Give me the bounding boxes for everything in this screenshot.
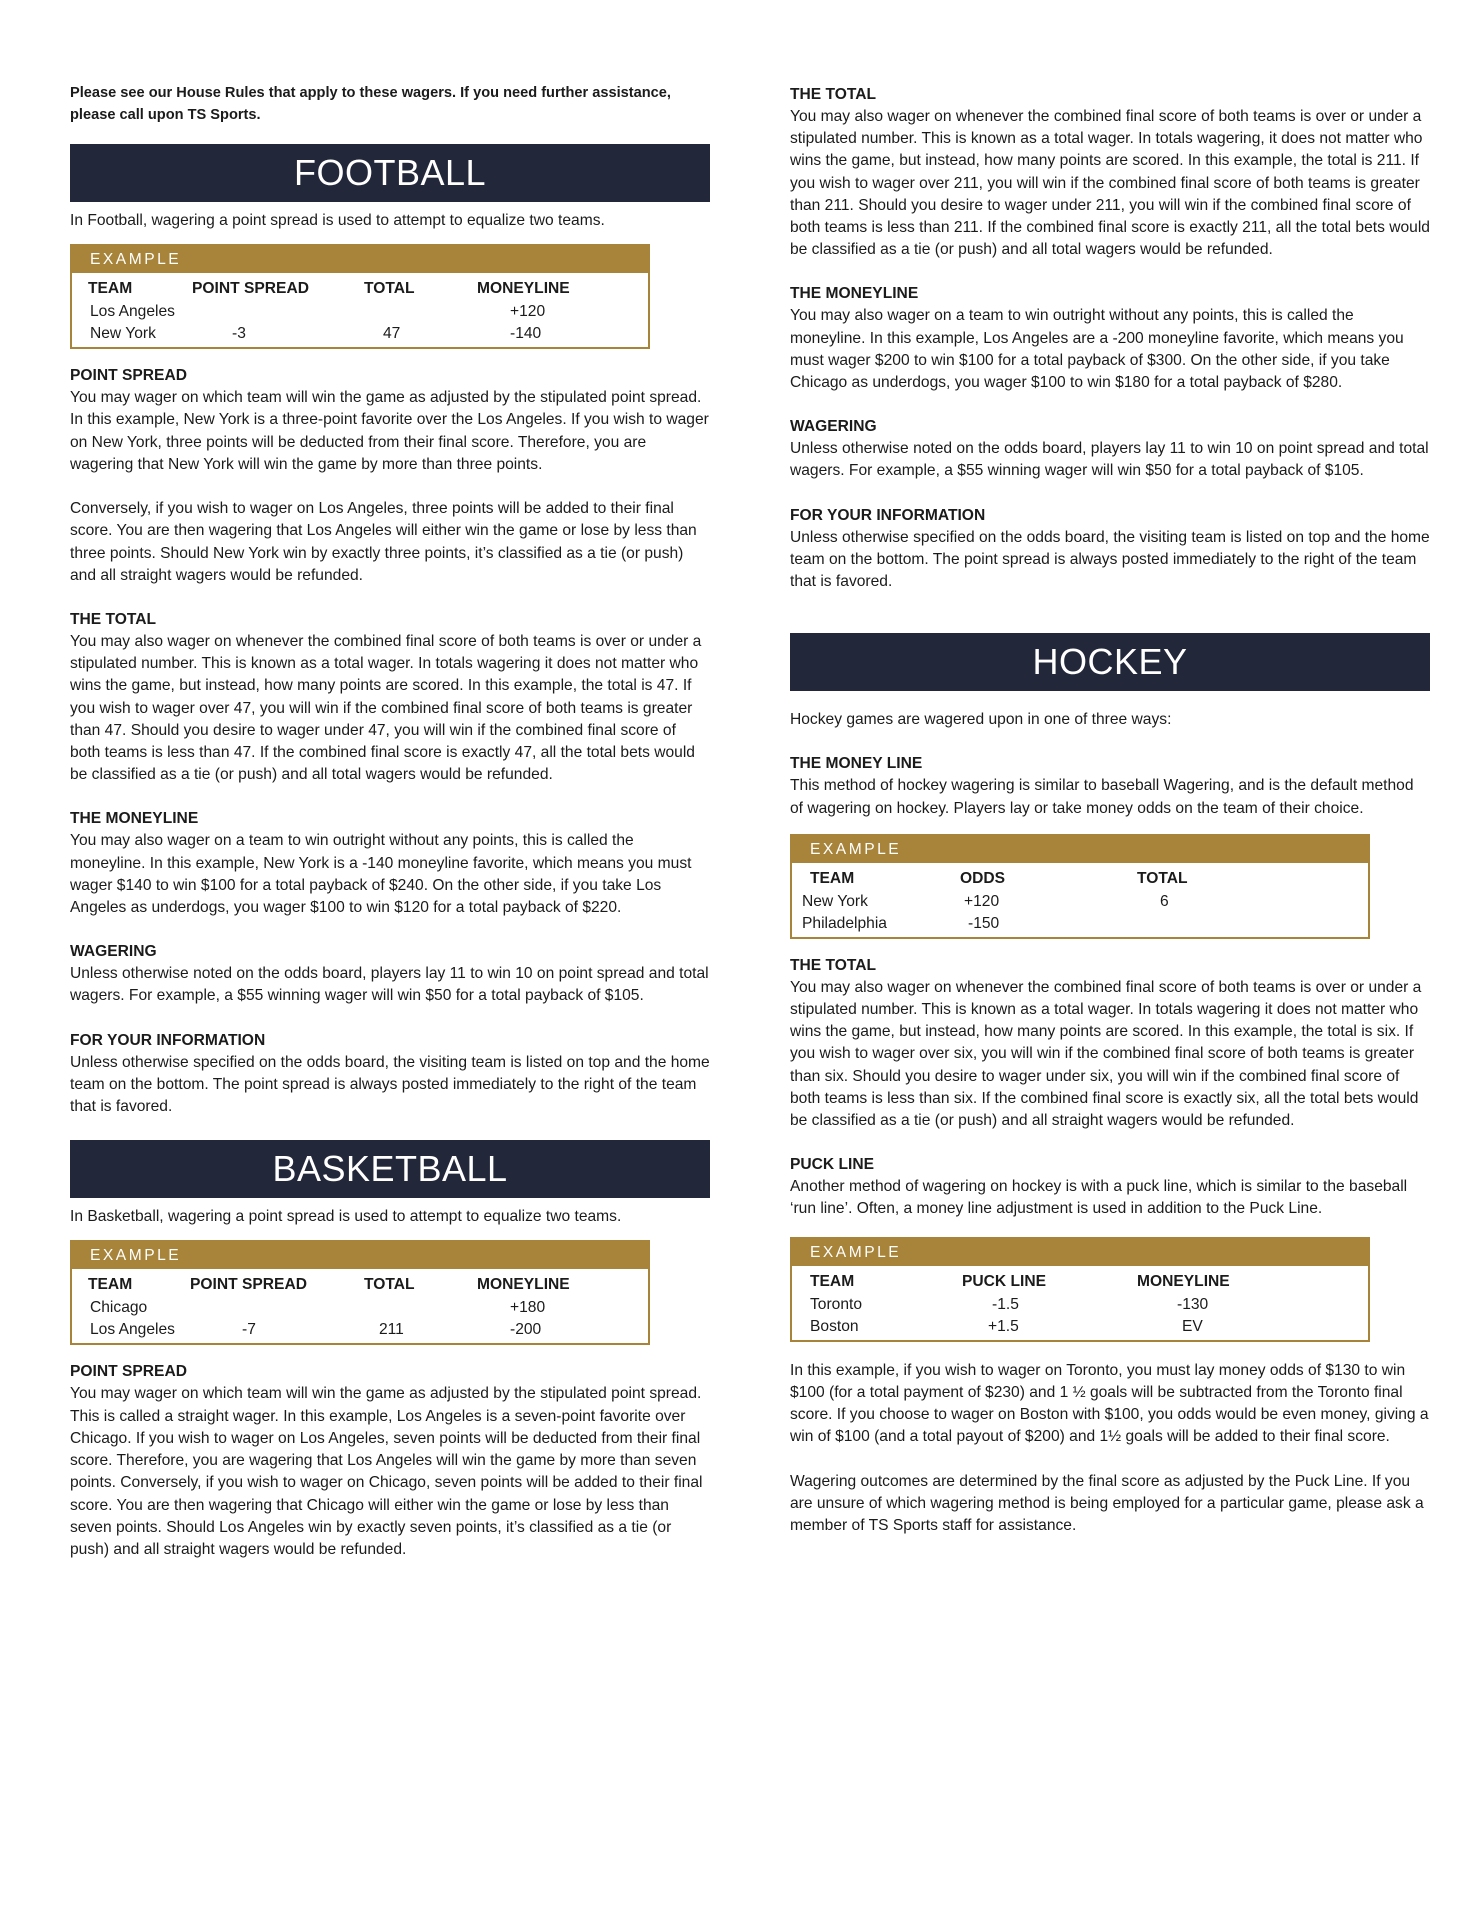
section-body: You may also wager on whenever the combined final score of both teams is over or under a stipulated number. This is known as a total wager. In totals wagering, it does not matter who wins the game, but instead, how many points are scored. In this example, the total is 211. If you wish to wager over 211, you will win if the combined final score of both teams is greater than 211. Should you desire to wager under 211, you will win if the combined final score of both teams is less than 211. If the combined final score is exactly 211, all the total bets would be classified as a tie (or push) and all total wagers would be refunded. bbox=[790, 108, 1430, 259]
col-moneyline: MONEYLINE bbox=[477, 280, 570, 298]
cell-team: Chicago bbox=[90, 1299, 148, 1317]
cell-spread: -7 bbox=[242, 1321, 256, 1339]
col-odds: ODDS bbox=[960, 869, 1006, 887]
cell-total: 47 bbox=[383, 325, 401, 343]
col-team: TEAM bbox=[88, 1276, 133, 1294]
table-row bbox=[792, 1316, 1368, 1338]
house-rules-intro: Please see our House Rules that apply to these wagers. If you need further assistance, please call upon TS Sports. bbox=[70, 85, 671, 123]
section-heading: WAGERING bbox=[70, 943, 157, 961]
col-total: TOTAL bbox=[1137, 869, 1188, 887]
section-heading: POINT SPREAD bbox=[70, 367, 187, 385]
col-total: TOTAL bbox=[364, 280, 415, 298]
section-body: Unless otherwise noted on the odds board, players lay 11 to win 10 on point spread and total wagers. For example, a $55 winning wager will win $50 for a total payback of $105. bbox=[790, 440, 1429, 480]
hockey-puck-line-example bbox=[790, 1237, 1370, 1342]
cell-team: Boston bbox=[810, 1317, 859, 1335]
left-column bbox=[70, 82, 710, 1583]
example-label: EXAMPLE bbox=[72, 1242, 648, 1269]
basketball-total bbox=[790, 84, 1430, 261]
table-header-row bbox=[72, 277, 648, 301]
section-heading: WAGERING bbox=[790, 418, 877, 436]
section-body: Unless otherwise specified on the odds board, the visiting team is listed on top and the home team on the bottom. The point spread is always posted immediately to the right of the team that is favored. bbox=[790, 528, 1430, 591]
hockey-banner: HOCKEY bbox=[790, 633, 1430, 691]
section-heading: THE TOTAL bbox=[70, 611, 157, 629]
section-body: This method of hockey wagering is similar to baseball Wagering, and is the default method of wagering on hockey. Players lay or take money odds on the team of their choice. bbox=[790, 777, 1414, 817]
basketball-lead: In Basketball, wagering a point spread is used to attempt to equalize two teams. bbox=[70, 1208, 622, 1226]
col-team: TEAM bbox=[810, 869, 855, 887]
section-body: Unless otherwise specified on the odds board, the visiting team is listed on top and the home team on the bottom. The point spread is always posted immediately to the right of the team that is favored. bbox=[70, 1053, 710, 1116]
cell-odds: -150 bbox=[968, 914, 1000, 932]
table-row bbox=[792, 913, 1368, 935]
cell-spread: -3 bbox=[232, 325, 246, 343]
col-point-spread: POINT SPREAD bbox=[190, 1276, 307, 1294]
cell-team: Los Angeles bbox=[90, 1321, 175, 1339]
hockey-closing-note: Wagering outcomes are determined by the final score as adjusted by the Puck Line. If you are unsure of which wagering method is being employed for a particular game, please ask a member of TS Sports staff for assistance. bbox=[790, 1472, 1424, 1534]
table-header-row bbox=[792, 867, 1368, 891]
table-row bbox=[72, 301, 648, 323]
section-body: You may also wager on whenever the combined final score of both teams is over or under a stipulated number. This is known as a total wager. In totals wagering it does not matter who wins the game, but instead, how many points are scored. In this example, the total is 47. If you wish to wager over 47, you will win if the combined final score of both teams is greater than 47. Should you desire to wager under 47, you will win if the combined final score of both teams is less than 47. If the combined final score is exactly 47, all the total bets would be classified as a tie (or push) and all total wagers would be refunded. bbox=[70, 633, 702, 784]
section-heading: FOR YOUR INFORMATION bbox=[790, 506, 986, 524]
hockey-lead: Hockey games are wagered upon in one of three ways: bbox=[790, 711, 1172, 729]
section-body: You may wager on which team will win the game as adjusted by the stipulated point spread. In this example, New York is a three-point favorite over the Los Angeles. If you wish to wager on New York, three points will be deducted from their final score. Therefore, you are wagering that New York will win the game by more than three points. Conversely, if you wish to wager on Los Angeles, three points will be added to their final score. You are then wagering that Los Angeles will either win the game or lose by less than three points. Should New York win by exactly three points, it’s classified as a tie (or push) and all straight wagers would be refunded. bbox=[70, 389, 709, 584]
section-body: You may also wager on a team to win outright without any points, this is called the moneyline. In this example, Los Angeles are a -200 moneyline favorite, which means you must wager $200 to win $100 for a total payback of $300. On the other side, if you take Chicago as underdogs, you wager $100 to win $180 for a total payback of $280. bbox=[790, 307, 1404, 392]
col-team: TEAM bbox=[810, 1272, 855, 1290]
section-heading: THE TOTAL bbox=[790, 956, 877, 974]
section-heading: THE MONEY LINE bbox=[790, 755, 923, 773]
section-heading: FOR YOUR INFORMATION bbox=[70, 1031, 266, 1049]
cell-moneyline: +120 bbox=[510, 303, 546, 321]
cell-team: New York bbox=[802, 892, 868, 910]
basketball-wagering bbox=[790, 416, 1430, 482]
cell-moneyline: -200 bbox=[510, 1321, 542, 1339]
example-label: EXAMPLE bbox=[72, 246, 648, 273]
col-moneyline: MONEYLINE bbox=[1137, 1272, 1230, 1290]
cell-moneyline: +180 bbox=[510, 1299, 546, 1317]
hockey-puck-line bbox=[790, 1154, 1430, 1220]
basketball-point-spread bbox=[70, 1361, 710, 1561]
football-info bbox=[70, 1030, 710, 1119]
table-row bbox=[792, 891, 1368, 913]
football-example-table bbox=[70, 244, 650, 349]
cell-odds: +120 bbox=[964, 892, 1000, 910]
hockey-total bbox=[790, 955, 1430, 1132]
table-row bbox=[72, 323, 648, 345]
football-lead: In Football, wagering a point spread is used to attempt to equalize two teams. bbox=[70, 212, 605, 229]
basketball-banner: BASKETBALL bbox=[70, 1140, 710, 1198]
table-row bbox=[72, 1297, 648, 1319]
section-body: You may also wager on whenever the combined final score of both teams is over or under a stipulated number. This is known as a total wager. In totals wagering it does not matter who wins the game, but instead, how many points are scored. In this example, the total is six. If you wish to wager over six, you will win if the combined final score of both teams is greater than six. Should you desire to wager under six, you will win if the combined final score of both teams is less than six. If the combined final score is exactly six, all the total bets would be classified as a tie (or push) and all straight wagers would be refunded. bbox=[790, 978, 1422, 1130]
football-wagering bbox=[70, 941, 710, 1007]
basketball-moneyline bbox=[790, 283, 1430, 394]
cell-total: 211 bbox=[379, 1321, 404, 1339]
cell-team: Philadelphia bbox=[802, 914, 887, 932]
basketball-info bbox=[790, 505, 1430, 594]
section-body: Unless otherwise noted on the odds board, players lay 11 to win 10 on point spread and total wagers. For example, a $55 winning wager will win $50 for a total payback of $105. bbox=[70, 965, 709, 1005]
cell-puck-line: -1.5 bbox=[992, 1295, 1019, 1313]
table-header-row bbox=[792, 1270, 1368, 1294]
cell-puck-line: +1.5 bbox=[988, 1317, 1019, 1335]
section-heading: THE MONEYLINE bbox=[70, 810, 199, 828]
section-heading: POINT SPREAD bbox=[70, 1363, 187, 1381]
col-team: TEAM bbox=[88, 280, 133, 298]
col-puck-line: PUCK LINE bbox=[962, 1272, 1047, 1290]
col-total: TOTAL bbox=[364, 1276, 415, 1294]
section-heading: THE MONEYLINE bbox=[790, 285, 919, 303]
col-point-spread: POINT SPREAD bbox=[192, 280, 309, 298]
hockey-closing-example: In this example, if you wish to wager on Toronto, you must lay money odds of $130 to win $100 (for a total payment of $230) and 1 ½ goals will be subtracted from the Toronto final score. If you choose to wager on Boston with $100, you odds would be even money, giving a win of $100 (and a total payout of $200) and 1½ goals will be added to their final score. bbox=[790, 1361, 1429, 1446]
football-moneyline bbox=[70, 808, 710, 919]
section-heading: THE TOTAL bbox=[790, 86, 877, 103]
table-header-row bbox=[72, 1273, 648, 1297]
example-label: EXAMPLE bbox=[792, 836, 1368, 863]
cell-team: New York bbox=[90, 325, 156, 343]
cell-moneyline: -130 bbox=[1177, 1295, 1209, 1313]
section-heading: PUCK LINE bbox=[790, 1156, 875, 1174]
section-body: You may also wager on a team to win outright without any points, this is called the moneyline. In this example, New York is a -140 moneyline favorite, which means you must wager $140 to win $100 for a total payback of $240. On the other side, if you take Los Angeles as underdogs, you wager $100 to win $120 for a total payback of $220. bbox=[70, 832, 692, 917]
col-moneyline: MONEYLINE bbox=[477, 1276, 570, 1294]
football-banner: FOOTBALL bbox=[70, 144, 710, 202]
example-label: EXAMPLE bbox=[792, 1239, 1368, 1266]
cell-moneyline: EV bbox=[1182, 1317, 1203, 1335]
cell-moneyline: -140 bbox=[510, 325, 542, 343]
cell-total: 6 bbox=[1160, 892, 1169, 910]
table-row bbox=[792, 1294, 1368, 1316]
basketball-example-table bbox=[70, 1240, 650, 1345]
section-body: You may wager on which team will win the game as adjusted by the stipulated point spread. This is called a straight wager. In this example, Los Angeles is a seven-point favorite over Chicago. If you wish to wager on Los Angeles, seven points will be deducted from their final score. Therefore, you are wagering that Los Angeles will win the game by more than seven points. Conversely, if you wish to wager on Chicago, seven points will be added to their final score. You are then wagering that Chicago will either win the game or lose by less than seven points. Should Los Angeles win by exactly seven points, it’s classified as a tie (or push) and all straight wagers would be refunded. bbox=[70, 1385, 703, 1558]
hockey-money-line bbox=[790, 753, 1430, 819]
hockey-money-line-example bbox=[790, 834, 1370, 939]
cell-team: Los Angeles bbox=[90, 303, 175, 321]
section-body: Another method of wagering on hockey is with a puck line, which is similar to the baseball ‘run line’. Often, a money line adjustment is used in addition to the Puck Line. bbox=[790, 1178, 1408, 1218]
right-column bbox=[790, 84, 1430, 1537]
table-row bbox=[72, 1319, 648, 1341]
cell-team: Toronto bbox=[810, 1295, 863, 1313]
football-total bbox=[70, 609, 710, 786]
football-point-spread bbox=[70, 365, 710, 587]
